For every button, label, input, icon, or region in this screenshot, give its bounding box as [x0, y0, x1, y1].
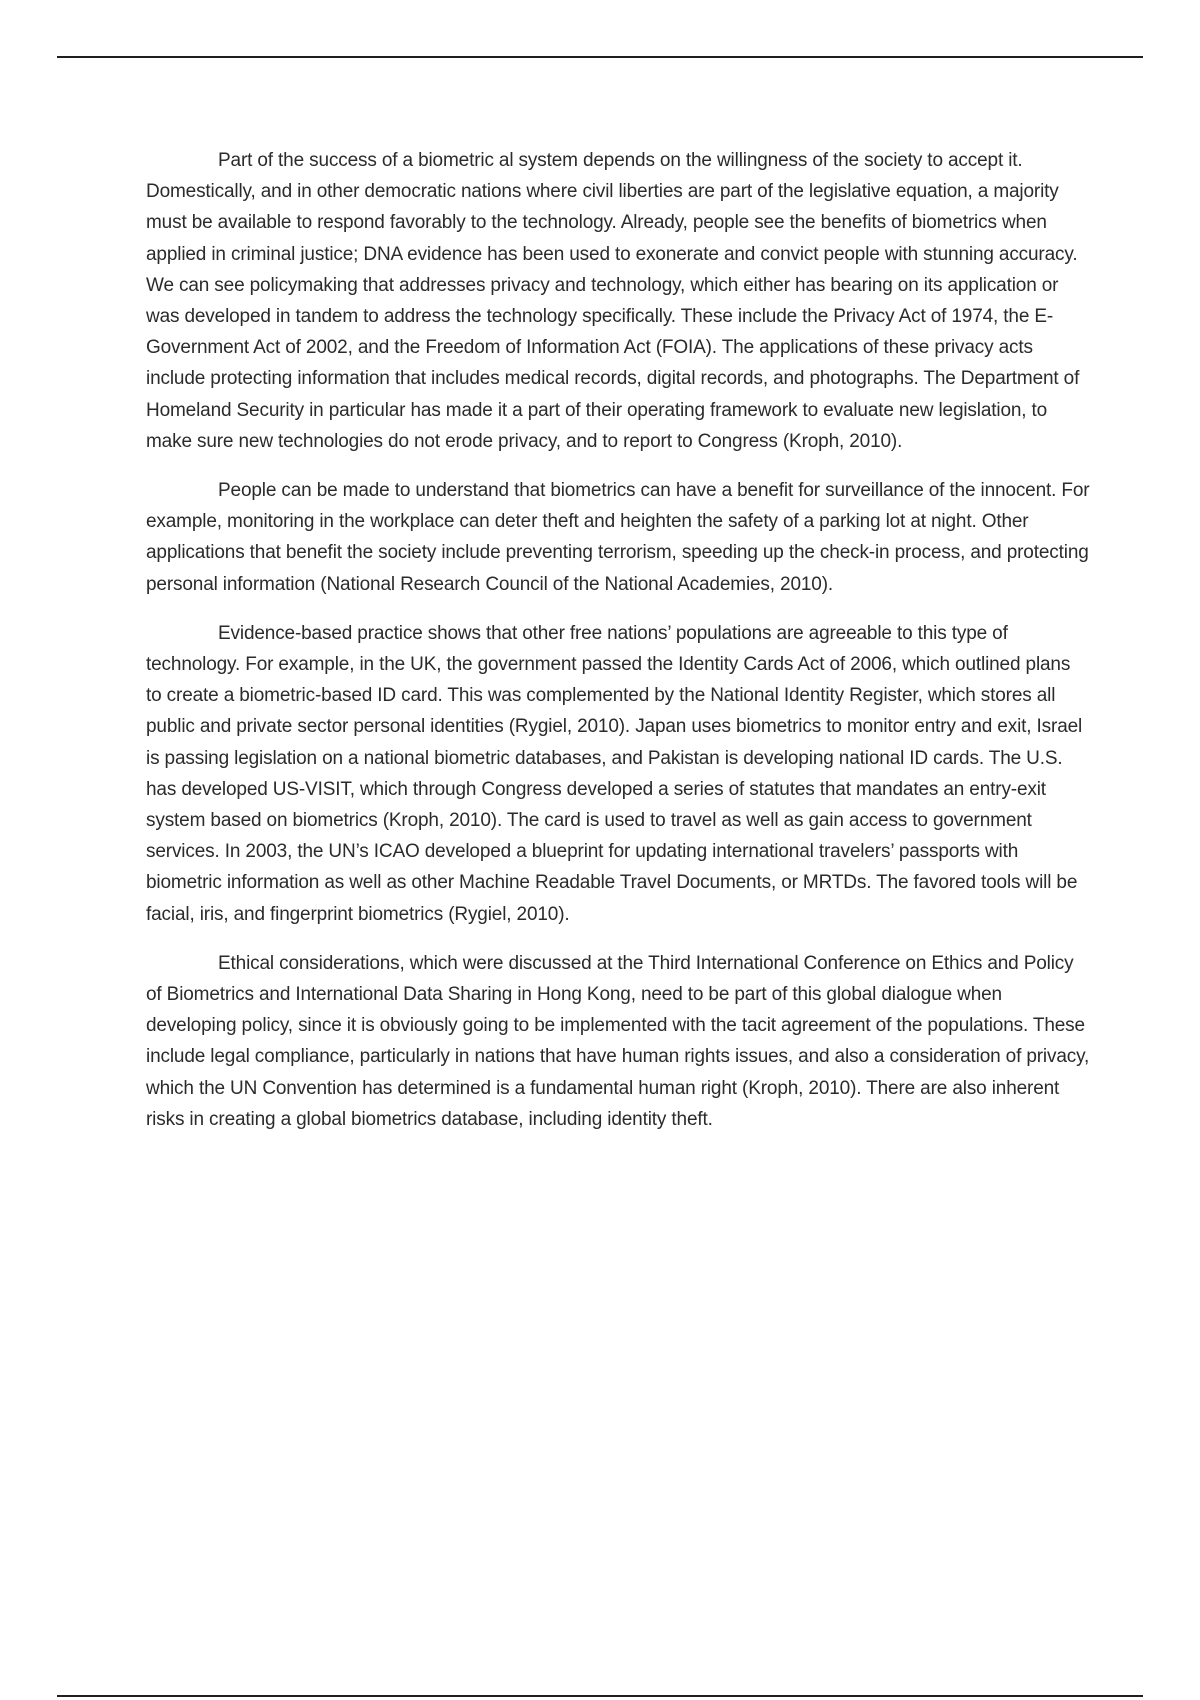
footer-rule	[57, 1695, 1143, 1697]
paragraph-2: People can be made to understand that biometrics can have a benefit for surveillance of the innocent. For example, monitoring in the workplace can deter theft and heighten the safety of a parking lot at night. Other applications that benefit the society include preventing terrorism, speeding up the check-in process, and protecting personal information (National Research Council of the National Academies, 2010).	[146, 480, 1090, 595]
paragraph-4: Ethical considerations, which were discussed at the Third International Conference on Ethics and Policy of Biometrics and International Data Sharing in Hong Kong, need to be part of this global dialogue when developing policy, since it is obviously going to be implemented with the tacit agreement of the populations. These include legal compliance, particularly in nations that have human rights issues, and also a consideration of privacy, which the UN Convention has determined is a fundamental human right (Kroph, 2010). There are also inherent risks in creating a global biometrics database, including identity theft.	[146, 952, 1090, 1130]
header-rule	[57, 56, 1143, 58]
paragraph-1: Part of the success of a biometric al system depends on the willingness of the society to accept it. Domestically, and in other democratic nations where civil liberties are part of the legislative equation, a majority must be available to respond favorably to the technology. Already, people see the benefits of biometrics when applied in criminal justice; DNA evidence has been used to exonerate and convict people with stunning accuracy. We can see policymaking that addresses privacy and technology, which either has bearing on its application or was developed in tandem to address the technology specifically. These include the Privacy Act of 1974, the E-Government Act of 2002, and the Freedom of Information Act (FOIA). The applications of these privacy acts include protecting information that includes medical records, digital records, and photographs. The Department of Homeland Security in particular has made it a part of their operating framework to evaluate new legislation, to make sure new technologies do not erode privacy, and to report to Congress (Kroph, 2010).	[146, 150, 1080, 452]
paragraph-3: Evidence-based practice shows that other free nations’ populations are agreeable to this type of technology. For example, in the UK, the government passed the Identity Cards Act of 2006, which outlined plans to create a biometric-based ID card. This was complemented by the National Identity Register, which stores all public and private sector personal identities (Rygiel, 2010). Japan uses biometrics to monitor entry and exit, Israel is passing legislation on a national biometric databases, and Pakistan is developing national ID cards. The U.S. has developed US-VISIT, which through Congress developed a series of statutes that mandates an entry-exit system based on biometrics (Kroph, 2010). The card is used to travel as well as gain access to government services. In 2003, the UN’s ICAO developed a blueprint for updating international travelers’ passports with biometric information as well as other Machine Readable Travel Documents, or MRTDs. The favored tools will be facial, iris, and fingerprint biometrics (Rygiel, 2010).	[146, 622, 1083, 925]
document-body	[146, 145, 1090, 1153]
